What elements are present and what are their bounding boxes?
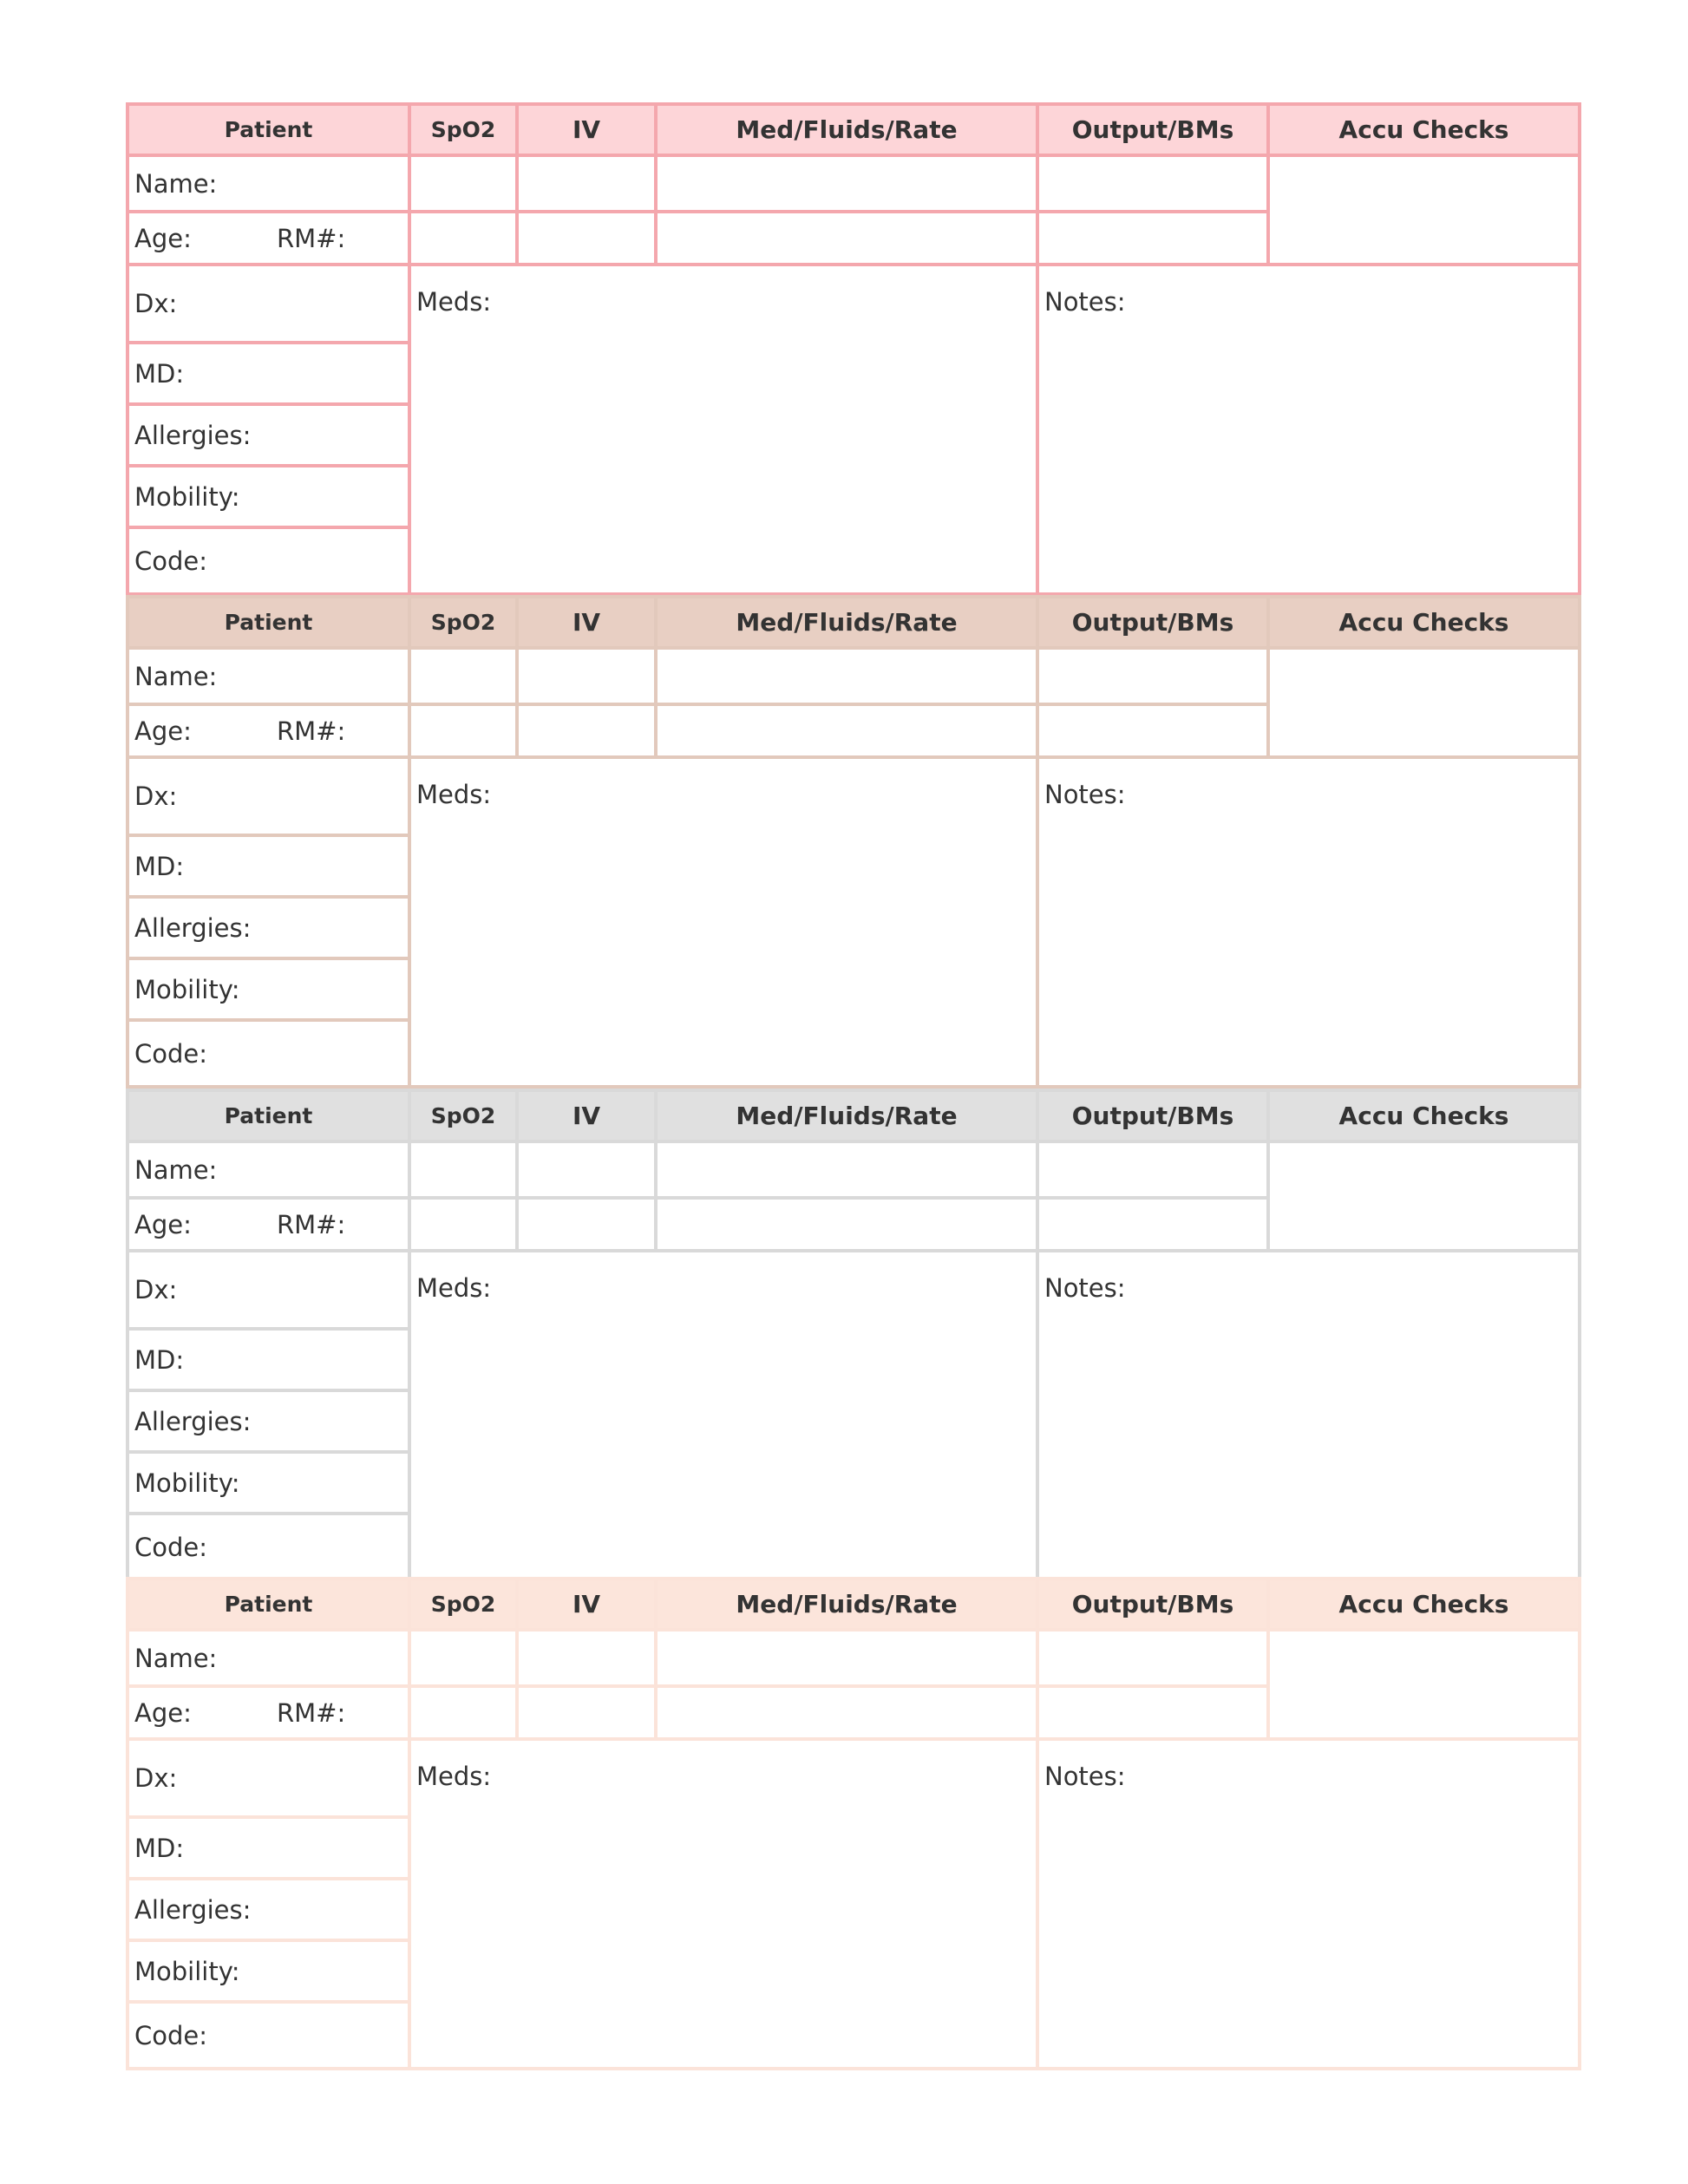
md-field[interactable] (126, 341, 411, 406)
dx-label: Dx: (134, 289, 178, 318)
name-label: Name: (134, 168, 218, 199)
iv-cell-1[interactable] (515, 1140, 658, 1200)
header-patient: Patient (126, 1577, 411, 1631)
output-bms-cell-1[interactable] (1036, 154, 1270, 213)
notes-area[interactable] (1036, 263, 1581, 596)
med-fluids-rate-cell-1[interactable] (654, 1628, 1039, 1688)
accu-checks-cell[interactable] (1266, 1140, 1581, 1252)
med-fluids-rate-cell-2[interactable] (654, 1684, 1039, 1741)
notes-area[interactable] (1036, 1737, 1581, 2070)
output-bms-cell-2[interactable] (1036, 1684, 1270, 1741)
iv-cell-1[interactable] (515, 646, 658, 706)
spo2-cell-1[interactable] (408, 1140, 519, 1200)
header-med-fluids-rate: Med/Fluids/Rate (654, 1089, 1039, 1143)
dx-label: Dx: (134, 1275, 178, 1305)
age-label: Age: (134, 1209, 192, 1239)
iv-cell-1[interactable] (515, 154, 658, 213)
dx-field[interactable] (126, 263, 411, 344)
header-accu-checks: Accu Checks (1266, 102, 1581, 157)
spo2-cell-2[interactable] (408, 703, 519, 759)
md-label: MD: (134, 1344, 185, 1375)
iv-cell-2[interactable] (515, 1684, 658, 1741)
accu-checks-cell[interactable] (1266, 646, 1581, 759)
notes-label: Notes: (1044, 780, 1126, 809)
meds-label: Meds: (416, 1762, 492, 1791)
spo2-cell-1[interactable] (408, 646, 519, 706)
code-field[interactable] (126, 2000, 411, 2070)
md-label: MD: (134, 851, 185, 881)
spo2-cell-2[interactable] (408, 1684, 519, 1741)
iv-cell-2[interactable] (515, 210, 658, 266)
med-fluids-rate-cell-2[interactable] (654, 1196, 1039, 1252)
age-rm-field[interactable] (126, 210, 411, 266)
mobility-field[interactable] (126, 957, 411, 1022)
allergies-field[interactable] (126, 1877, 411, 1942)
med-fluids-rate-cell-2[interactable] (654, 703, 1039, 759)
age-rm-field[interactable] (126, 703, 411, 759)
code-label: Code: (134, 546, 208, 576)
output-bms-cell-1[interactable] (1036, 1628, 1270, 1688)
allergies-field[interactable] (126, 1389, 411, 1454)
header-patient: Patient (126, 1089, 411, 1143)
spo2-cell-1[interactable] (408, 154, 519, 213)
code-label: Code: (134, 1532, 208, 1562)
header-med-fluids-rate: Med/Fluids/Rate (654, 102, 1039, 157)
header-output-bms: Output/BMs (1036, 102, 1270, 157)
header-accu-checks: Accu Checks (1266, 1577, 1581, 1631)
mobility-field[interactable] (126, 464, 411, 529)
md-label: MD: (134, 358, 185, 389)
md-field[interactable] (126, 834, 411, 899)
allergies-label: Allergies: (134, 912, 252, 943)
header-spo2: SpO2 (408, 1577, 519, 1631)
dx-field[interactable] (126, 1737, 411, 1819)
header-iv: IV (515, 102, 658, 157)
name-label: Name: (134, 1154, 218, 1185)
spo2-cell-1[interactable] (408, 1628, 519, 1688)
iv-cell-2[interactable] (515, 1196, 658, 1252)
dx-field[interactable] (126, 755, 411, 837)
header-spo2: SpO2 (408, 595, 519, 650)
mobility-label: Mobility: (134, 481, 240, 512)
dx-label: Dx: (134, 1763, 178, 1793)
name-field[interactable] (126, 1140, 411, 1200)
meds-area[interactable] (408, 263, 1039, 596)
rm-label: RM#: (277, 223, 346, 253)
output-bms-cell-2[interactable] (1036, 1196, 1270, 1252)
header-iv: IV (515, 1577, 658, 1631)
output-bms-cell-2[interactable] (1036, 210, 1270, 266)
header-output-bms: Output/BMs (1036, 595, 1270, 650)
code-field[interactable] (126, 1512, 411, 1582)
mobility-label: Mobility: (134, 1956, 240, 1986)
spo2-cell-2[interactable] (408, 210, 519, 266)
header-output-bms: Output/BMs (1036, 1089, 1270, 1143)
dx-field[interactable] (126, 1249, 411, 1331)
name-field[interactable] (126, 1628, 411, 1688)
allergies-field[interactable] (126, 402, 411, 468)
md-field[interactable] (126, 1327, 411, 1392)
med-fluids-rate-cell-1[interactable] (654, 646, 1039, 706)
allergies-label: Allergies: (134, 1894, 252, 1925)
med-fluids-rate-cell-2[interactable] (654, 210, 1039, 266)
patient-block-3 (126, 1089, 1581, 1582)
code-field[interactable] (126, 1018, 411, 1089)
dx-label: Dx: (134, 781, 178, 811)
header-accu-checks: Accu Checks (1266, 595, 1581, 650)
allergies-label: Allergies: (134, 1406, 252, 1436)
output-bms-cell-1[interactable] (1036, 1140, 1270, 1200)
patient-block-2 (126, 595, 1581, 1089)
patient-block-4 (126, 1577, 1581, 2070)
mobility-label: Mobility: (134, 974, 240, 1004)
age-label: Age: (134, 1697, 192, 1728)
patient-block-1 (126, 102, 1581, 596)
header-spo2: SpO2 (408, 102, 519, 157)
allergies-label: Allergies: (134, 420, 252, 450)
notes-label: Notes: (1044, 1762, 1126, 1791)
header-patient: Patient (126, 595, 411, 650)
output-bms-cell-1[interactable] (1036, 646, 1270, 706)
mobility-label: Mobility: (134, 1468, 240, 1498)
notes-area[interactable] (1036, 1249, 1581, 1582)
notes-label: Notes: (1044, 1273, 1126, 1303)
code-field[interactable] (126, 526, 411, 596)
notes-area[interactable] (1036, 755, 1581, 1089)
age-label: Age: (134, 223, 192, 253)
header-med-fluids-rate: Med/Fluids/Rate (654, 595, 1039, 650)
header-iv: IV (515, 595, 658, 650)
med-fluids-rate-cell-1[interactable] (654, 1140, 1039, 1200)
mobility-field[interactable] (126, 1939, 411, 2004)
header-med-fluids-rate: Med/Fluids/Rate (654, 1577, 1039, 1631)
allergies-field[interactable] (126, 895, 411, 960)
md-label: MD: (134, 1833, 185, 1863)
name-field[interactable] (126, 154, 411, 213)
spo2-cell-2[interactable] (408, 1196, 519, 1252)
rm-label: RM#: (277, 1697, 346, 1728)
name-field[interactable] (126, 646, 411, 706)
header-output-bms: Output/BMs (1036, 1577, 1270, 1631)
accu-checks-cell[interactable] (1266, 154, 1581, 266)
header-patient: Patient (126, 102, 411, 157)
code-label: Code: (134, 1038, 208, 1069)
name-label: Name: (134, 1643, 218, 1673)
header-spo2: SpO2 (408, 1089, 519, 1143)
med-fluids-rate-cell-1[interactable] (654, 154, 1039, 213)
header-accu-checks: Accu Checks (1266, 1089, 1581, 1143)
age-rm-field[interactable] (126, 1684, 411, 1741)
rm-label: RM#: (277, 1209, 346, 1239)
mobility-field[interactable] (126, 1450, 411, 1515)
meds-area[interactable] (408, 755, 1039, 1089)
iv-cell-1[interactable] (515, 1628, 658, 1688)
meds-label: Meds: (416, 1273, 492, 1303)
age-rm-field[interactable] (126, 1196, 411, 1252)
meds-area[interactable] (408, 1249, 1039, 1582)
meds-label: Meds: (416, 780, 492, 809)
iv-cell-2[interactable] (515, 703, 658, 759)
accu-checks-cell[interactable] (1266, 1628, 1581, 1741)
meds-area[interactable] (408, 1737, 1039, 2070)
name-label: Name: (134, 661, 218, 691)
rm-label: RM#: (277, 716, 346, 746)
age-label: Age: (134, 716, 192, 746)
code-label: Code: (134, 2020, 208, 2050)
output-bms-cell-2[interactable] (1036, 703, 1270, 759)
meds-label: Meds: (416, 287, 492, 317)
header-iv: IV (515, 1089, 658, 1143)
notes-label: Notes: (1044, 287, 1126, 317)
md-field[interactable] (126, 1815, 411, 1880)
